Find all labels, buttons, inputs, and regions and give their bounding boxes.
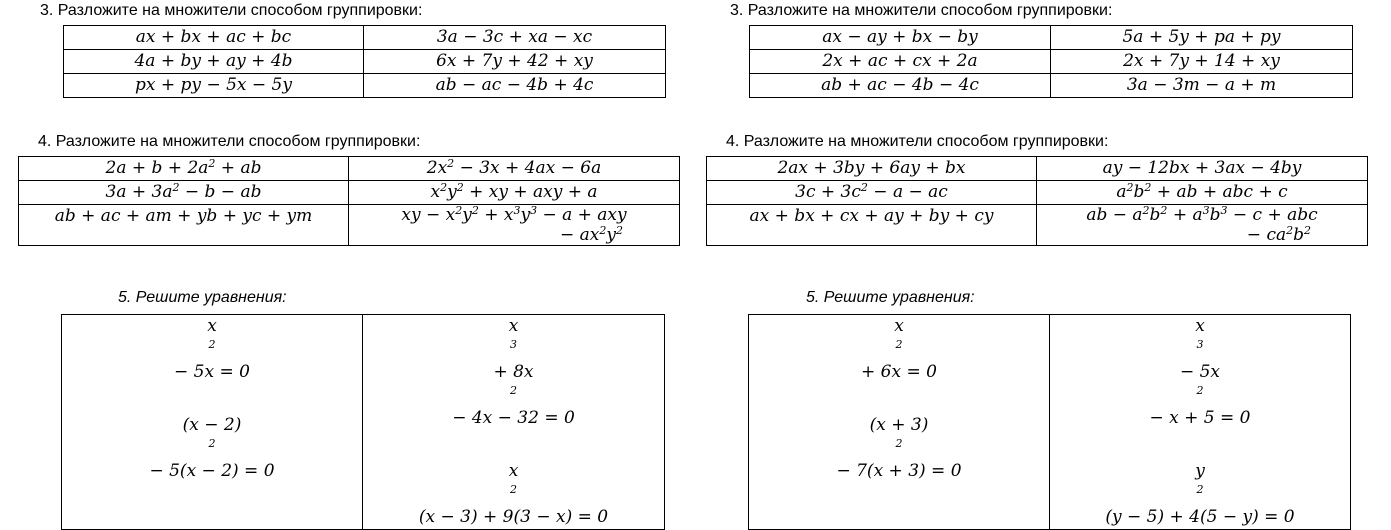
table-row <box>749 315 1351 530</box>
table-cell: 6x + 7y + 42 + xy <box>364 50 666 74</box>
table-cell: x $^2$ + 6x = 0 (x + 3) $^2$ − 7(x + 3) = 0 <box>749 315 1050 530</box>
left-task4-heading: 4. Разложите на множители способом группировки: <box>38 133 421 150</box>
right-task5-heading: 5. Решите уравнения: <box>806 289 975 306</box>
table-cell: 3a − 3m − a + m <box>1051 74 1353 98</box>
table-cell: $2x^2 - 3x + 4ax - 6a$ <box>349 157 680 181</box>
table-cell: 2ax + 3by + 6ay + bx <box>707 157 1037 181</box>
table-row <box>64 26 666 50</box>
table-row <box>750 26 1353 50</box>
right-task3-heading: 3. Разложите на множители способом группировки: <box>730 2 1113 19</box>
table-row <box>707 157 1368 181</box>
table-cell: ax − ay + bx − by <box>750 26 1051 50</box>
table-row <box>750 50 1353 74</box>
right-task4-heading: 4. Разложите на множители способом группировки: <box>726 133 1109 150</box>
table-row <box>64 74 666 98</box>
table-cell: ax + bx + cx + ay + by + cy <box>707 205 1037 246</box>
table-row <box>707 205 1368 246</box>
table-row <box>19 181 680 205</box>
table-cell: x $^3$ + 8x $^2$ − 4x − 32 = 0 x $^2$ (x − 3) + 9(3 − x) = 0 <box>363 315 665 530</box>
table-cell: xy − $x^2y^2 + x^3y^3 - a$ + axy − $ax^2y^2$ <box>349 205 680 246</box>
right-task5-table <box>748 314 1351 530</box>
table-cell: $3a + 3a^2 - b$ − ab <box>19 181 349 205</box>
table-cell: ab + ac − 4b − 4c <box>750 74 1051 98</box>
right-task4-table <box>706 156 1368 246</box>
table-cell: ab − ac − 4b + 4c <box>364 74 666 98</box>
table-cell: ax + bx + ac + bc <box>64 26 364 50</box>
table-cell: ay − 12bx + 3ax − 4by <box>1037 157 1368 181</box>
table-row <box>19 157 680 181</box>
table-cell: 3a − 3c + xa − xc <box>364 26 666 50</box>
table-cell: $a^2b^2$ + ab + abc + c <box>1037 181 1368 205</box>
table-row <box>19 205 680 246</box>
left-task5-table <box>61 314 665 530</box>
left-task5-heading: 5. Решите уравнения: <box>118 289 287 306</box>
table-row <box>707 181 1368 205</box>
table-row <box>62 315 665 530</box>
table-cell: 5a + 5y + pa + py <box>1051 26 1353 50</box>
table-cell: ab + ac + am + yb + yc + ym <box>19 205 349 246</box>
table-cell: 2x + 7y + 14 + xy <box>1051 50 1353 74</box>
table-cell: $2a + b + 2a^2$ + ab <box>19 157 349 181</box>
table-row <box>64 50 666 74</box>
table-cell: $x^2y^2$ + xy + axy + a <box>349 181 680 205</box>
right-task3-table <box>749 25 1353 98</box>
table-cell: x $^3$ − 5x $^2$ − x + 5 = 0 y $^2$ (y − 5) + 4(5 − y) = 0 <box>1050 315 1351 530</box>
table-cell: 4a + by + ay + 4b <box>64 50 364 74</box>
table-cell: px + py − 5x − 5y <box>64 74 364 98</box>
table-cell: 2x + ac + cx + 2a <box>750 50 1051 74</box>
table-cell: x $^2$ − 5x = 0 (x − 2) $^2$ − 5(x − 2) = 0 <box>62 315 363 530</box>
left-task3-table <box>63 25 666 98</box>
left-task4-table <box>18 156 680 246</box>
table-row <box>750 74 1353 98</box>
table-cell: $3c + 3c^2 - a$ − ac <box>707 181 1037 205</box>
table-cell: ab − $a^2b^2 + a^3b^3 - c$ + abc − $ca^2b^2$ <box>1037 205 1368 246</box>
left-task3-heading: 3. Разложите на множители способом группировки: <box>40 2 423 19</box>
